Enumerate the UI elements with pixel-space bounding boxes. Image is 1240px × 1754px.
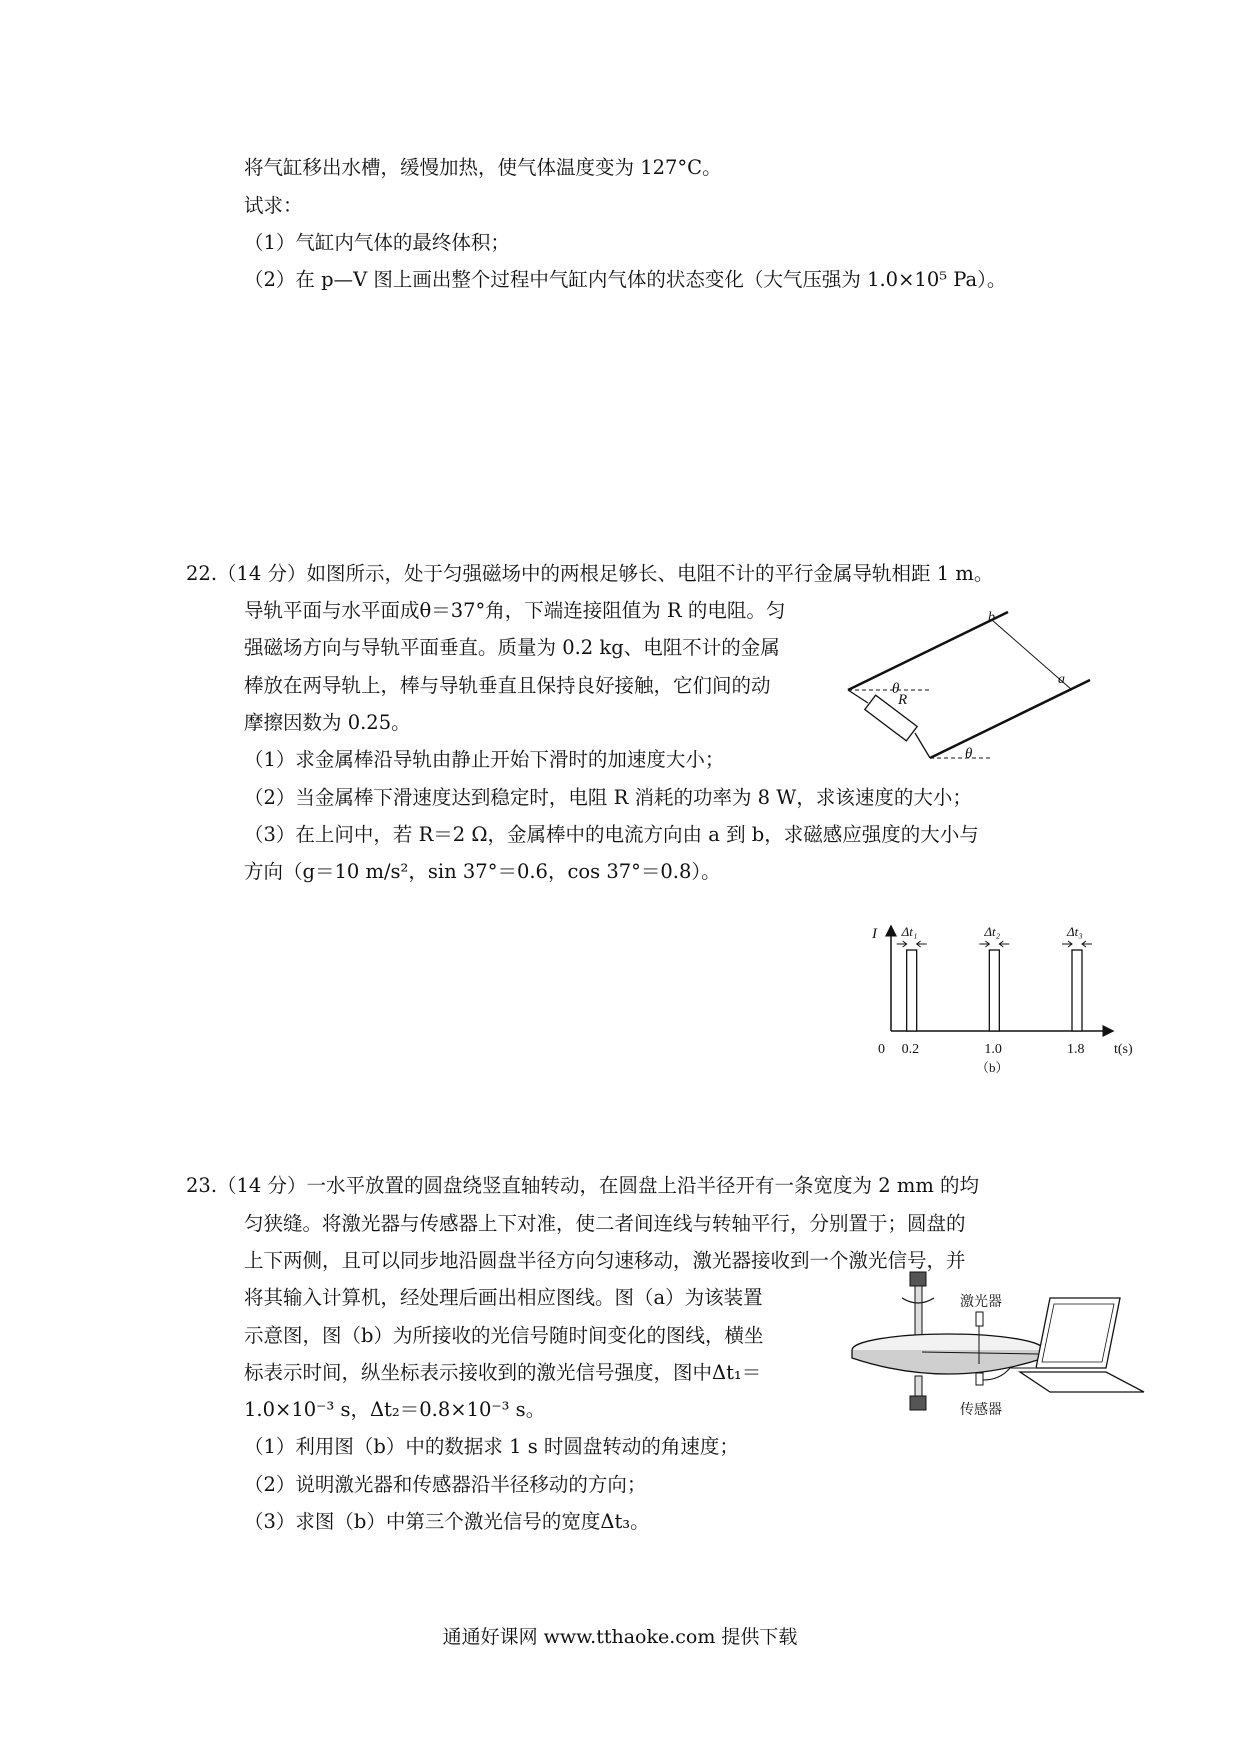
y-axis-label: I [872,926,877,942]
q22-part-3a: （3）在上问中，若 R＝2 Ω，金属棒中的电流方向由 a 到 b，求磁感应强度的大小与 [244,823,979,846]
sensor [976,1373,983,1385]
q22-part-2: （2）当金属棒下滑速度达到稳定时，电阻 R 消耗的功率为 8 W，求该速度的大小； [244,786,972,809]
pulse-width-label: Δt₁ [901,924,918,939]
width-arrow-left [1062,941,1072,947]
q22-line-4: 棒放在两导轨上，棒与导轨垂直且保持良好接触，它们间的动 [244,674,771,697]
signal-caption: （b） [976,1060,1009,1075]
q22-line-5: 摩擦因数为 0.25。 [244,711,411,734]
lower-rail [930,680,1090,758]
x-axis-label: t(s) [1114,1042,1133,1057]
width-arrow-right [1082,941,1092,947]
q22-part-1: （1）求金属棒沿导轨由静止开始下滑时的加速度大小； [244,748,725,771]
signal-pulse [989,950,999,1031]
width-arrow-right [917,941,927,947]
origin-label: 0 [878,1042,885,1057]
disc-apparatus-figure [840,1268,1160,1428]
q23-line-7: 1.0×10⁻³ s，Δt₂＝0.8×10⁻³ s。 [244,1398,546,1421]
laser-emitter [976,1312,983,1326]
signal-pulse [907,950,917,1031]
spindle-bottom-cap [910,1396,926,1410]
q23-line-3: 上下两侧，且可以同步地沿圆盘半径方向匀速移动，激光器接收到一个激光信号，并 [244,1249,966,1272]
pulse-group [897,924,1092,1057]
q23-part-3: （3）求图（b）中第三个激光信号的宽度Δt₃。 [244,1510,650,1533]
q22-part-3b: 方向（g＝10 m/s²，sin 37°＝0.6，cos 37°＝0.8）。 [244,860,721,883]
x-tick-label: 1.0 [984,1042,1002,1057]
upper-rail [848,612,1008,690]
laptop-base [1020,1372,1144,1392]
resistor-label: R [898,692,908,708]
q21-ask: 试求： [244,194,303,217]
signal-figure [858,920,1138,1080]
width-arrow-left [979,941,989,947]
x-tick-label: 1.8 [1067,1042,1085,1057]
q23-line-6: 标表示时间，纵坐标表示接收到的激光信号强度，图中Δt₁＝ [244,1361,762,1384]
q23-head: 23.（14 分）一水平放置的圆盘绕竖直轴转动，在圆盘上沿半径开有一条宽度为 2 mm 的均 [186,1174,980,1197]
q23-line-5: 示意图，图（b）为所接收的光信号随时间变化的图线，横坐 [244,1324,764,1347]
theta-label-2: θ [965,746,973,762]
q23-line-2: 匀狭缝。将激光器与传感器上下对准，使二者间连线与转轴平行，分别置于；圆盘的 [244,1212,966,1235]
q22-line-3: 强磁场方向与导轨平面垂直。质量为 0.2 kg、电阻不计的金属 [244,636,780,659]
q23-line-4: 将其输入计算机，经处理后画出相应图线。图（a）为该装置 [244,1286,763,1309]
q21-part-2: （2）在 p—V 图上画出整个过程中气缸内气体的状态变化（大气压强为 1.0×10⁵ Pa）。 [244,268,1007,291]
rod-end-a-label: a [1058,672,1065,687]
q22-head: 22.（14 分）如图所示，处于匀强磁场中的两根足够长、电阻不计的平行金属导轨相距 1 m。 [186,562,994,585]
laser-label: 激光器 [960,1295,1002,1310]
x-tick-label: 0.2 [901,1042,920,1057]
q21-line-1: 将气缸移出水槽，缓慢加热，使气体温度变为 127°C。 [244,156,722,179]
width-arrow-left [897,941,907,947]
page-footer: 通通好课网 www.tthaoke.com 提供下载 [442,1626,798,1648]
pulse-width-label: Δt₃ [1067,924,1083,939]
rod-end-b-label: b [988,610,995,625]
spindle-top-cap [910,1272,926,1286]
spindle-shaft [915,1286,922,1342]
q21-part-1: （1）气缸内气体的最终体积； [244,231,510,254]
q23-part-1: （1）利用图（b）中的数据求 1 s 时圆盘转动的角速度； [244,1435,739,1458]
rail-figure [840,608,1100,768]
sensor-label: 传感器 [960,1403,1002,1418]
width-arrow-right [999,941,1009,947]
q22-line-2: 导轨平面与水平面成θ＝37°角，下端连接阻值为 R 的电阻。匀 [244,599,786,622]
theta-label-1: θ [892,681,900,697]
q23-part-2: （2）说明激光器和传感器沿半径移动的方向； [244,1473,647,1496]
signal-pulse [1072,950,1082,1031]
pulse-width-label: Δt₂ [984,924,1001,939]
resistor [865,695,917,741]
